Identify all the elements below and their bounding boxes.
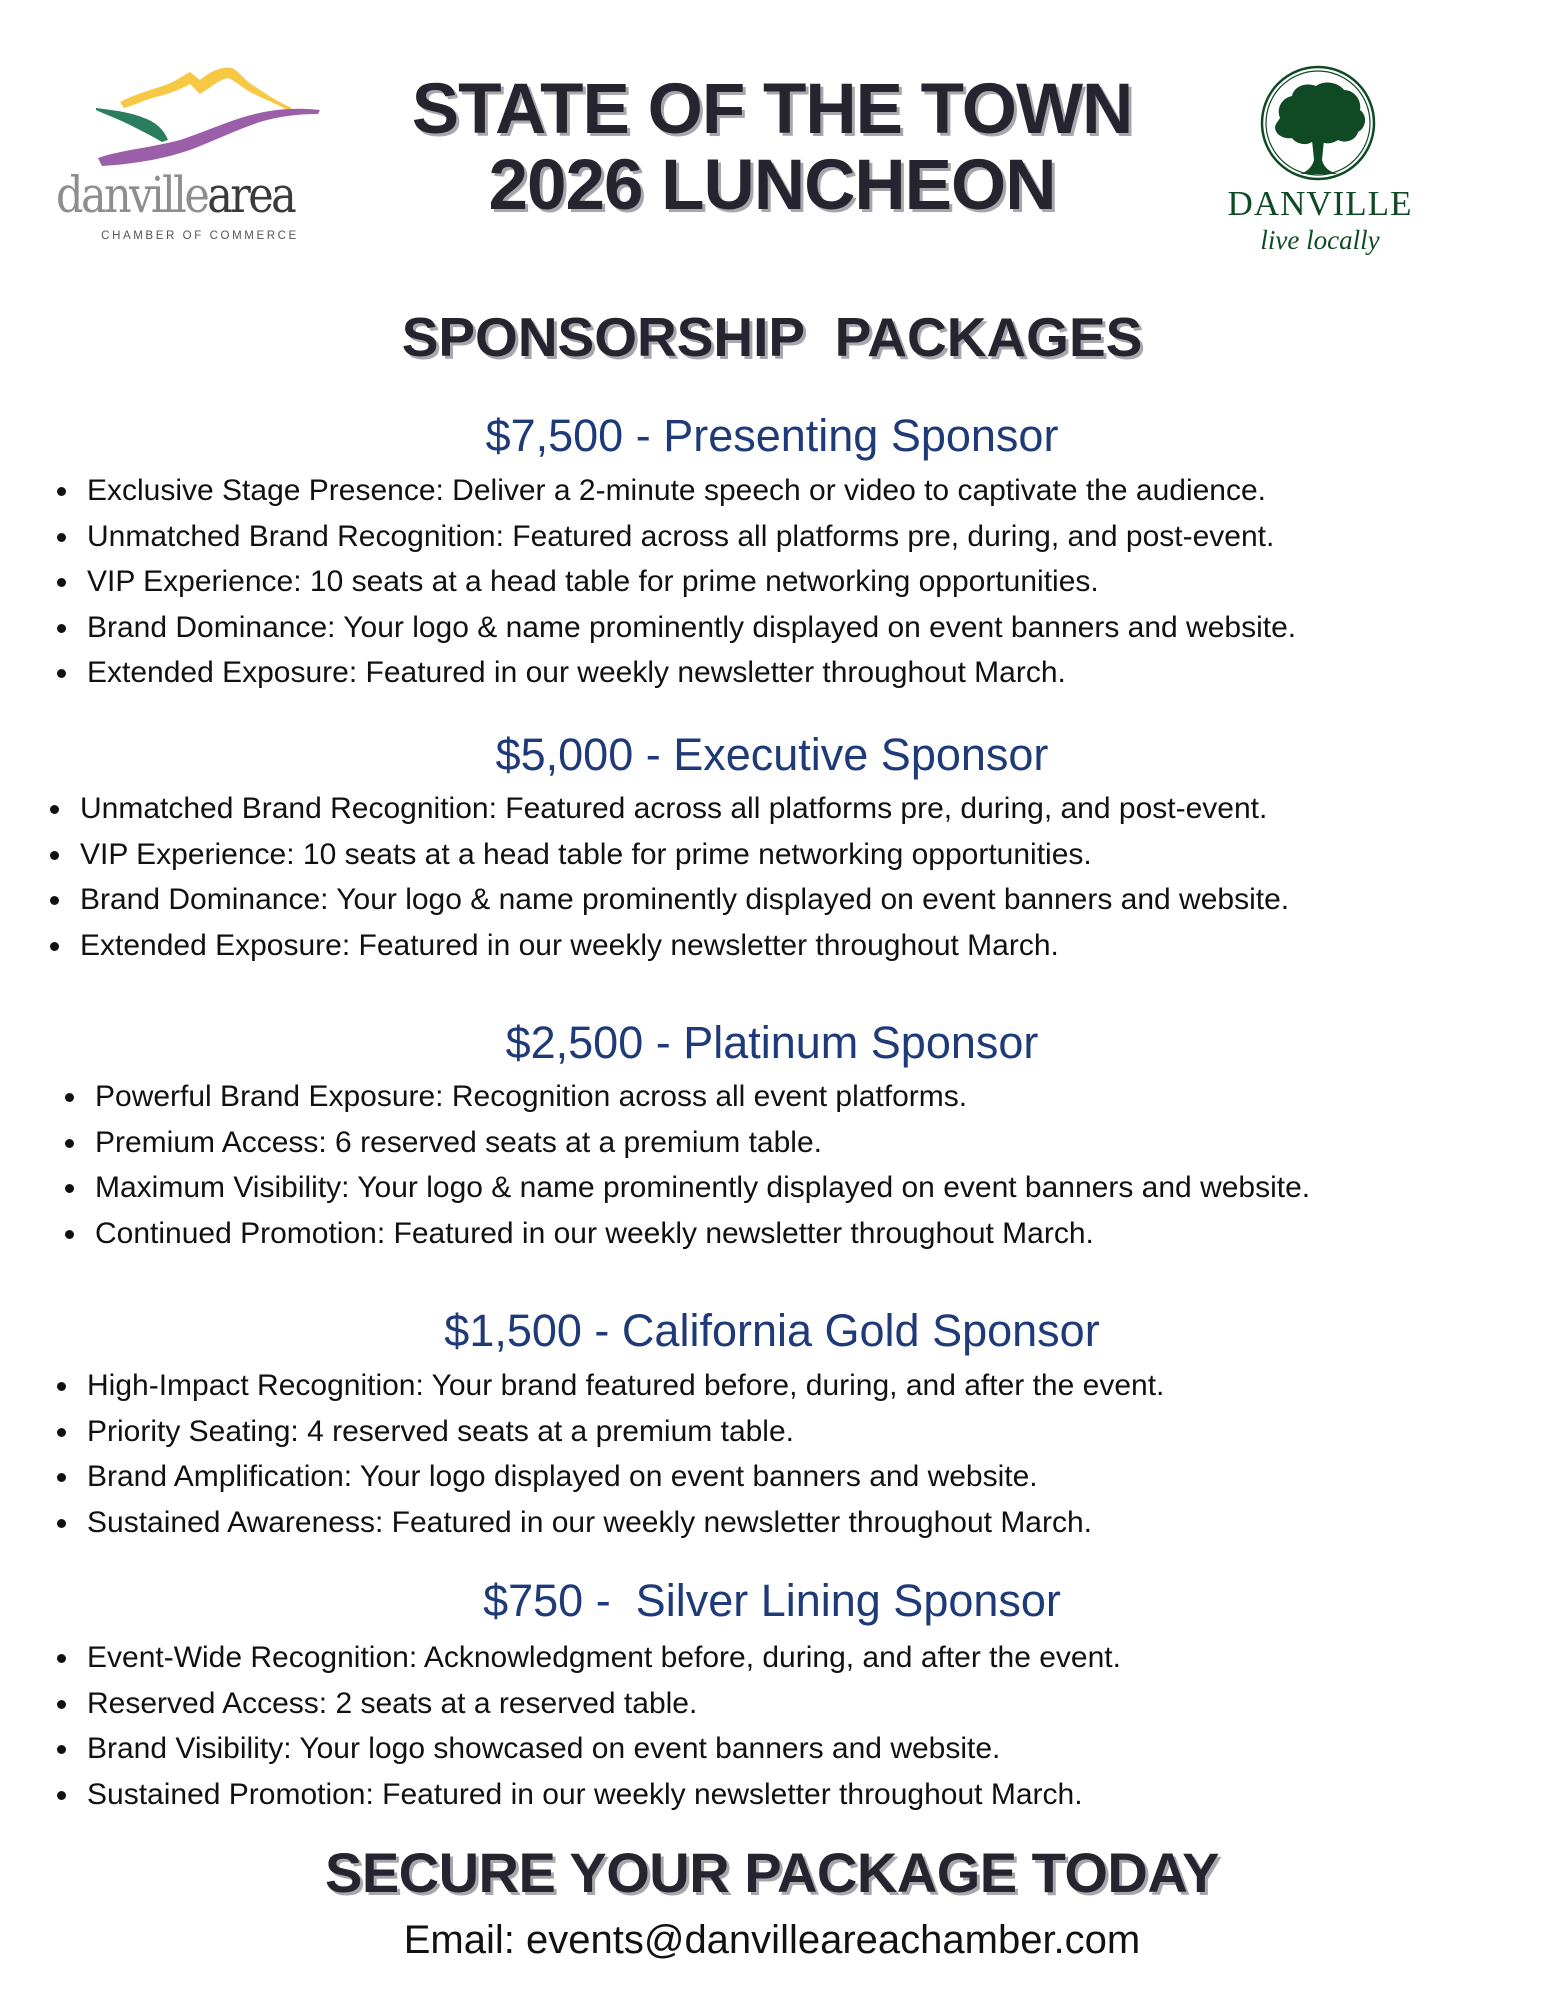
benefit-text: Exclusive Stage Presence: Deliver a 2-minute speech or video to captivate the audience. (87, 474, 1266, 507)
chamber-word-area: area (207, 166, 295, 224)
benefit-item (87, 514, 1296, 560)
call-to-action-heading: SECURE YOUR PACKAGE TODAY (324, 1841, 1220, 1904)
benefit-item (87, 1681, 1121, 1727)
event-title (372, 72, 1172, 224)
bullet-icon (57, 533, 66, 542)
package-title-california-gold: $1,500 - California Gold Sponsor (444, 1305, 1100, 1356)
benefit-item (80, 923, 1289, 969)
benefit-text: Extended Exposure: Featured in our weekly newsletter throughout March. (80, 928, 1059, 962)
bullet-icon (50, 942, 59, 951)
benefit-item (87, 1500, 1164, 1546)
package-benefits-presenting (87, 468, 1296, 696)
benefit-item (87, 468, 1296, 514)
benefit-item (87, 1772, 1121, 1818)
package-benefits-platinum (95, 1074, 1310, 1256)
benefit-item (87, 1726, 1121, 1772)
contact-email[interactable]: Email: events@danvilleareachamber.com (403, 1918, 1141, 1962)
benefit-text: Priority Seating: 4 reserved seats at a premium table. (87, 1414, 794, 1448)
town-logo (1220, 60, 1420, 260)
town-name: DANVILLE (1227, 184, 1413, 223)
bullet-icon (65, 1184, 74, 1193)
package-title-silver-lining: $750 - Silver Lining Sponsor (483, 1575, 1061, 1626)
bullet-icon (65, 1093, 74, 1102)
benefit-item (87, 650, 1296, 696)
benefit-item (87, 1363, 1164, 1409)
benefit-item (80, 832, 1289, 878)
benefit-item (87, 1635, 1121, 1681)
bullet-icon (57, 1428, 66, 1437)
benefit-text: Brand Amplification: Your logo displayed on event banners and website. (87, 1460, 1038, 1493)
package-title-presenting: $7,500 - Presenting Sponsor (485, 410, 1059, 461)
event-title-line2: 2026 LUNCHEON (488, 146, 1056, 225)
benefit-item (80, 786, 1289, 832)
bullet-icon (65, 1230, 74, 1239)
chamber-logo (40, 50, 360, 250)
benefit-text: Reserved Access: 2 seats at a reserved table. (87, 1686, 698, 1720)
package-title-executive: $5,000 - Executive Sponsor (495, 729, 1049, 780)
benefit-item (87, 605, 1296, 651)
benefit-text: Unmatched Brand Recognition: Featured across all platforms pre, during, and post-event. (80, 792, 1268, 825)
benefit-text: Brand Dominance: Your logo & name prominently displayed on event banners and website. (80, 883, 1290, 916)
bullet-icon (57, 1519, 66, 1528)
benefit-text: Unmatched Brand Recognition: Featured across all platforms pre, during, and post-event. (87, 519, 1275, 553)
section-title-sponsorship: SPONSORSHIP PACKAGES (401, 306, 1143, 368)
package-benefits-silver-lining (87, 1635, 1121, 1817)
bullet-icon (57, 1473, 66, 1482)
benefit-item (95, 1120, 1310, 1166)
bullet-icon (57, 1745, 66, 1754)
bullet-icon (57, 1382, 66, 1391)
package-benefits-california-gold (87, 1363, 1164, 1545)
benefit-text: Event-Wide Recognition: Acknowledgment before, during, and after the event. (87, 1641, 1121, 1674)
bullet-icon (50, 851, 59, 860)
bullet-icon (57, 669, 66, 678)
bullet-icon (57, 487, 66, 496)
benefit-item (80, 877, 1289, 923)
benefit-text: Extended Exposure: Featured in our weekly newsletter throughout March. (87, 656, 1066, 689)
chamber-swoosh-icon (40, 50, 360, 180)
benefit-item (95, 1211, 1310, 1257)
benefit-item (95, 1165, 1310, 1211)
chamber-tagline: CHAMBER OF COMMERCE (101, 230, 299, 242)
oak-tree-icon (1220, 60, 1420, 184)
event-title-line1: STATE OF THE TOWN (411, 70, 1133, 149)
benefit-text: VIP Experience: 10 seats at a head table for prime networking opportunities. (80, 837, 1092, 871)
benefit-item (87, 1409, 1164, 1455)
benefit-text: High-Impact Recognition: Your brand featured before, during, and after the event. (87, 1369, 1165, 1402)
bullet-icon (65, 1139, 74, 1148)
chamber-word-danville: danville (56, 166, 208, 224)
package-benefits-executive (80, 786, 1289, 968)
benefit-item (95, 1074, 1310, 1120)
bullet-icon (57, 1700, 66, 1709)
package-title-platinum: $2,500 - Platinum Sponsor (505, 1017, 1039, 1068)
benefit-text: Sustained Promotion: Featured in our weekly newsletter throughout March. (87, 1777, 1083, 1811)
bullet-icon (50, 805, 59, 814)
benefit-text: Sustained Awareness: Featured in our weekly newsletter throughout March. (87, 1505, 1092, 1539)
town-tagline: live locally (1260, 225, 1380, 255)
chamber-wordmark (56, 166, 295, 224)
bullet-icon (50, 896, 59, 905)
benefit-text: Powerful Brand Exposure: Recognition across all event platforms. (95, 1080, 968, 1113)
benefit-text: VIP Experience: 10 seats at a head table for prime networking opportunities. (87, 565, 1099, 598)
benefit-item (87, 559, 1296, 605)
benefit-item (87, 1454, 1164, 1500)
benefit-text: Brand Visibility: Your logo showcased on event banners and website. (87, 1732, 1001, 1765)
bullet-icon (57, 624, 66, 633)
bullet-icon (57, 578, 66, 587)
benefit-text: Continued Promotion: Featured in our weekly newsletter throughout March. (95, 1216, 1094, 1250)
bullet-icon (57, 1654, 66, 1663)
benefit-text: Brand Dominance: Your logo & name prominently displayed on event banners and website. (87, 610, 1297, 644)
benefit-text: Maximum Visibility: Your logo & name prominently displayed on event banners and website. (95, 1171, 1311, 1204)
benefit-text: Premium Access: 6 reserved seats at a premium table. (95, 1125, 822, 1159)
bullet-icon (57, 1791, 66, 1800)
